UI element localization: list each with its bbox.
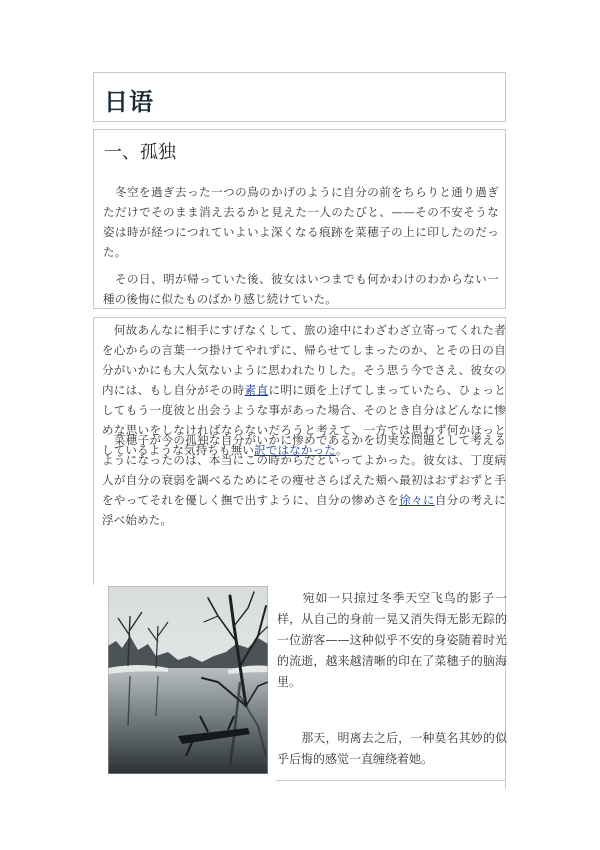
link-wake-dewa-nakatta[interactable]: 訳ではなかった (254, 443, 337, 457)
section-1-paragraph-1: 冬空を過ぎ去った一つの鳥のかげのように自分の前をちらりと通り過ぎただけでそのまま消え去るかと見えた一人のたびと、——その不安そうな姿は時が経つにつれていよいよ深くなる痕跡を菜穂子の上に印したのだった。 (103, 185, 499, 259)
section-1-heading: 一、孤独 (104, 142, 176, 163)
link-sunao[interactable]: 素直 (244, 383, 269, 397)
winter-river-photo (108, 586, 268, 774)
section-1-box (93, 129, 506, 309)
page-title: 日语 (104, 88, 154, 116)
section-2-paragraph-2 (102, 430, 506, 530)
link-jojoni[interactable]: 徐々に (399, 493, 435, 507)
para-text: 那天，明离去之后，一种莫名其妙的似乎后悔的感觉一直缠绕着她。 (277, 731, 507, 766)
chinese-paragraph-1 (277, 588, 507, 693)
para-text: 菜穂子が今の孤独な自分がいかに惨めであるかを切実な問題として考えるようになったのは、本当にこの時からだといってよかった。彼女は、丁度病人が自分の衰弱を調べるためにその痩せさらばえた頬へ最初はおずおずと手をやってそれを優しく撫で出すように、自分の惨めさを (102, 433, 506, 507)
para-text: 。 (336, 443, 348, 457)
para-text: 何故あんなに相手にすげなくして、旅の途中にわざわざ立寄ってくれた者を心からの言葉一つ掛けてやれずに、帰らせてしまったのか、とその日の自分がいかにも大人気ないように思われたりした。そう思う今でさえ、彼女の内には、もし自分がその時 (102, 323, 506, 397)
title-box (93, 72, 506, 122)
para-text: に明に頭を上げてしまっていたら、ひょっとしてもう一度彼と出会うような事があった場合、そのとき自分はどんなに惨めな思いをしなければならないだろうと考えて、一方では思わず何かほっとしているような気持ちも無い (102, 383, 506, 457)
para-text: 宛如一只掠过冬季天空飞鸟的影子一样，从自己的身前一晃又消失得无影无踪的一位游客——这种似乎不安的身姿随着时光的流逝，越来越清晰的印在了菜穗子的脑海里。 (277, 591, 507, 689)
section-1-paragraph-2: その日、明が帰っていた後、彼女はいつまでも何かわけのわからない一種の後悔に似たものばかり感じ続けていた。 (103, 272, 499, 306)
para-text: 自分の考えに浮べ始めた。 (102, 493, 506, 527)
chinese-paragraph-2 (277, 728, 507, 770)
